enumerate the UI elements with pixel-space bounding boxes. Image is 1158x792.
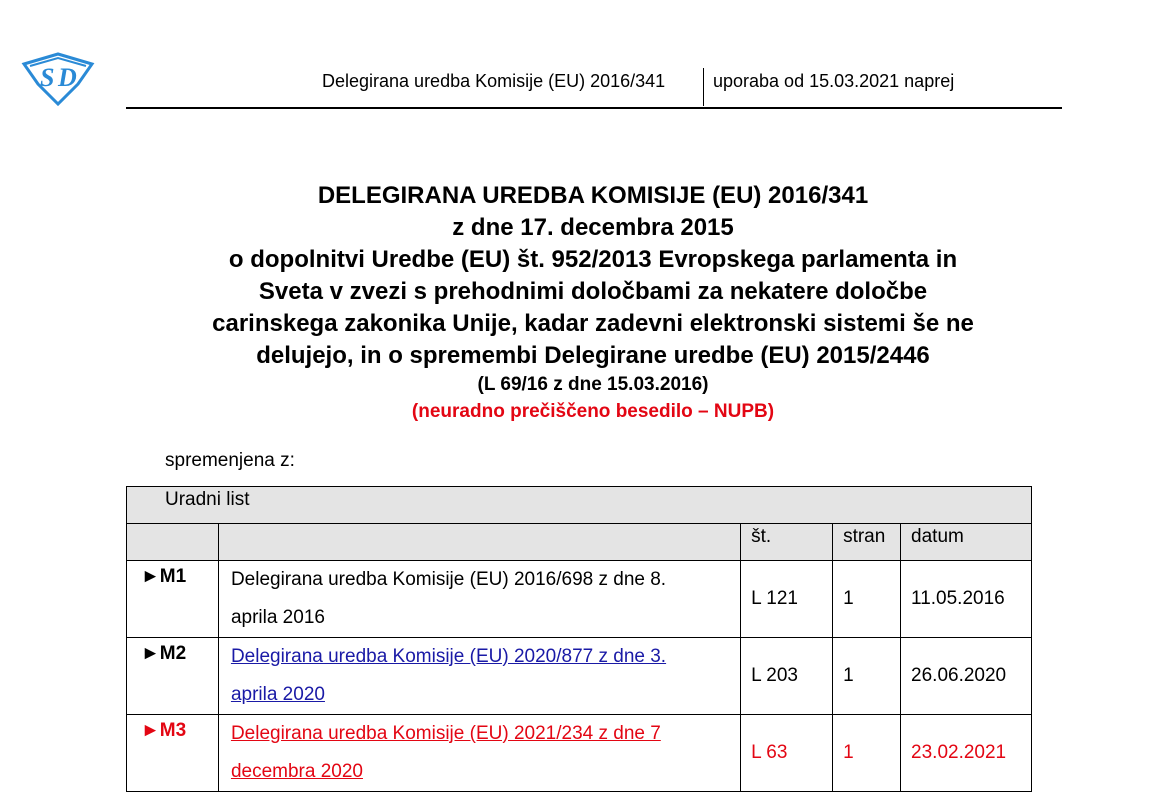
table-row xyxy=(127,638,1032,715)
row-description xyxy=(218,561,740,638)
row-no: L 63 xyxy=(741,715,833,792)
title-line-1: DELEGIRANA UREDBA KOMISIJE (EU) 2016/341 xyxy=(317,182,869,209)
row-desc-line2[interactable]: decembra 2020 xyxy=(230,761,363,782)
col-header-mark xyxy=(127,524,219,561)
amendments-table xyxy=(126,486,1032,792)
row-no: L 203 xyxy=(741,638,833,715)
row-page: 1 xyxy=(833,715,901,792)
row-desc-line1[interactable]: Delegirana uredba Komisije (EU) 2021/234 z dne 7 xyxy=(230,723,661,744)
col-header-page: stran xyxy=(833,524,901,561)
col-header-desc xyxy=(218,524,740,561)
row-mark: ►M3 xyxy=(127,715,219,792)
title-line-4: Sveta v zvezi s prehodnimi določbami za nekatere določbe xyxy=(258,278,928,305)
title-line-6: delujejo, in o spremembi Delegirane uredbe (EU) 2015/2446 xyxy=(256,342,930,369)
document-title xyxy=(110,180,1076,426)
header-applicability: uporaba od 15.03.2021 naprej xyxy=(713,71,955,91)
svg-text:S: S xyxy=(40,63,55,92)
table-row xyxy=(127,715,1032,792)
svg-text:D: D xyxy=(58,63,77,92)
table-caption: Uradni list xyxy=(127,487,1032,524)
nupb-note xyxy=(110,398,1076,426)
row-desc-line1: Delegirana uredba Komisije (EU) 2016/698 z dne 8. xyxy=(230,569,667,590)
nupb-suffix: ) xyxy=(767,401,775,422)
row-desc-line2: aprila 2016 xyxy=(230,607,325,628)
row-desc-line2[interactable]: aprila 2020 xyxy=(230,684,325,705)
row-description xyxy=(218,715,740,792)
official-journal-reference: (L 69/16 z dne 15.03.2016) xyxy=(477,374,709,395)
row-date: 23.02.2021 xyxy=(901,715,1032,792)
header-separator xyxy=(703,68,704,106)
row-mark: ►M2 xyxy=(127,638,219,715)
row-date: 11.05.2016 xyxy=(901,561,1032,638)
title-line-2: z dne 17. decembra 2015 xyxy=(452,214,734,241)
amended-by-label: spremenjena z: xyxy=(165,450,295,471)
row-description xyxy=(218,638,740,715)
amendment-link-m3[interactable] xyxy=(231,723,661,782)
row-date: 26.06.2020 xyxy=(901,638,1032,715)
row-page: 1 xyxy=(833,561,901,638)
col-header-no: št. xyxy=(741,524,833,561)
title-line-3: o dopolnitvi Uredbe (EU) št. 952/2013 Evropskega parlamenta in xyxy=(228,246,958,273)
row-no: L 121 xyxy=(741,561,833,638)
col-header-date: datum xyxy=(901,524,1032,561)
title-line-5: carinskega zakonika Unije, kadar zadevni elektronski sistemi še ne xyxy=(212,310,974,337)
row-page: 1 xyxy=(833,638,901,715)
row-mark: ►M1 xyxy=(127,561,219,638)
header-regulation: Delegirana uredba Komisije (EU) 2016/341 xyxy=(322,71,666,91)
amendment-link-m2[interactable] xyxy=(231,646,666,705)
row-desc-line1[interactable]: Delegirana uredba Komisije (EU) 2020/877 z dne 3. xyxy=(230,646,667,667)
nupb-prefix: (neuradno prečiščeno besedilo – xyxy=(411,401,714,422)
table-row xyxy=(127,561,1032,638)
header-rule xyxy=(126,107,1062,109)
nupb-abbr: NUPB xyxy=(713,401,768,422)
shield-logo-icon xyxy=(20,50,96,106)
